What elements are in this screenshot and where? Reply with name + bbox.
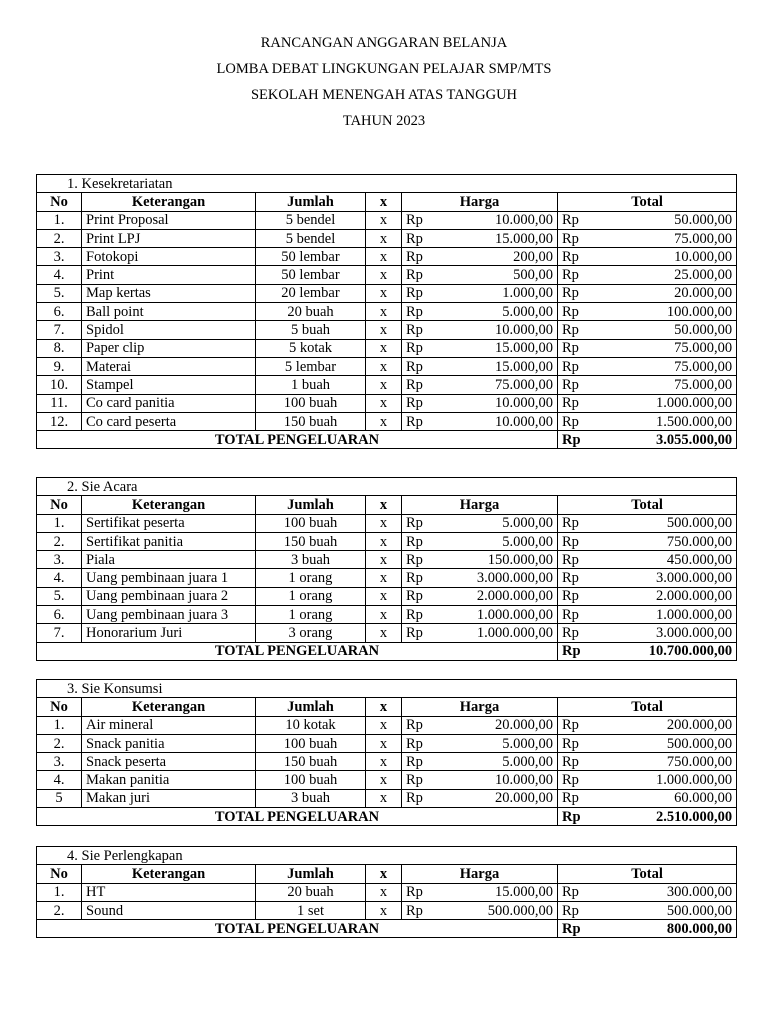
- row-harga-currency: Rp: [402, 587, 442, 605]
- row-no: 1.: [37, 211, 82, 229]
- row-harga: 5.000,00: [442, 303, 558, 321]
- row-total: 10.000,00: [598, 248, 737, 266]
- row-keterangan: Print: [82, 266, 256, 284]
- row-x: x: [366, 321, 402, 339]
- row-harga-currency: Rp: [402, 248, 442, 266]
- row-no: 2.: [37, 901, 82, 919]
- row-x: x: [366, 266, 402, 284]
- row-harga: 3.000.000,00: [442, 569, 558, 587]
- column-header-row: [37, 496, 737, 514]
- row-jumlah: 100 buah: [256, 514, 366, 532]
- row-total-currency: Rp: [558, 753, 598, 771]
- col-jumlah: Jumlah: [256, 496, 366, 514]
- row-x: x: [366, 901, 402, 919]
- row-jumlah: 1 orang: [256, 587, 366, 605]
- row-harga: 15.000,00: [442, 229, 558, 247]
- total-currency: Rp: [558, 642, 598, 660]
- section-title: 2. Sie Acara: [37, 478, 737, 496]
- row-jumlah: 50 lembar: [256, 266, 366, 284]
- grand-total: 3.055.000,00: [598, 431, 737, 449]
- col-total: Total: [558, 698, 737, 716]
- row-total-currency: Rp: [558, 303, 598, 321]
- row-harga: 1.000.000,00: [442, 624, 558, 642]
- row-total-currency: Rp: [558, 569, 598, 587]
- total-label: TOTAL PENGELUARAN: [37, 808, 558, 826]
- col-x: x: [366, 193, 402, 211]
- row-jumlah: 3 orang: [256, 624, 366, 642]
- col-jumlah: Jumlah: [256, 698, 366, 716]
- section-title: 1. Kesekretariatan: [37, 175, 737, 193]
- row-x: x: [366, 303, 402, 321]
- row-harga: 75.000,00: [442, 376, 558, 394]
- row-total: 500.000,00: [598, 514, 737, 532]
- row-keterangan: HT: [82, 883, 256, 901]
- section-title: 4. Sie Perlengkapan: [37, 847, 737, 865]
- row-harga: 200,00: [442, 248, 558, 266]
- table-row: [37, 569, 737, 587]
- col-keterangan: Keterangan: [82, 698, 256, 716]
- header-line-2: LOMBA DEBAT LINGKUNGAN PELAJAR SMP/MTS: [216, 61, 552, 77]
- row-total: 750.000,00: [598, 532, 737, 550]
- row-x: x: [366, 753, 402, 771]
- row-keterangan: Spidol: [82, 321, 256, 339]
- row-x: x: [366, 587, 402, 605]
- row-keterangan: Sertifikat panitia: [82, 532, 256, 550]
- table-row: [37, 394, 737, 412]
- row-jumlah: 5 bendel: [256, 211, 366, 229]
- row-no: 4.: [37, 771, 82, 789]
- row-harga-currency: Rp: [402, 229, 442, 247]
- row-total-currency: Rp: [558, 551, 598, 569]
- col-x: x: [366, 496, 402, 514]
- row-harga-currency: Rp: [402, 394, 442, 412]
- row-harga: 2.000.000,00: [442, 587, 558, 605]
- row-total: 1.000.000,00: [598, 394, 737, 412]
- row-jumlah: 20 buah: [256, 303, 366, 321]
- row-total-currency: Rp: [558, 321, 598, 339]
- row-no: 2.: [37, 734, 82, 752]
- budget-table: [36, 174, 737, 449]
- row-total: 2.000.000,00: [598, 587, 737, 605]
- row-keterangan: Fotokopi: [82, 248, 256, 266]
- row-x: x: [366, 716, 402, 734]
- row-total: 500.000,00: [598, 901, 737, 919]
- row-x: x: [366, 883, 402, 901]
- col-harga: Harga: [402, 193, 558, 211]
- table-row: [37, 624, 737, 642]
- row-harga-currency: Rp: [402, 789, 442, 807]
- row-harga: 1.000,00: [442, 284, 558, 302]
- table-row: [37, 901, 737, 919]
- row-total-currency: Rp: [558, 883, 598, 901]
- row-harga: 15.000,00: [442, 883, 558, 901]
- row-no: 3.: [37, 753, 82, 771]
- grand-total: 2.510.000,00: [598, 808, 737, 826]
- col-x: x: [366, 865, 402, 883]
- row-jumlah: 100 buah: [256, 394, 366, 412]
- budget-table: [36, 679, 737, 826]
- table-row: [37, 284, 737, 302]
- section-title: 3. Sie Konsumsi: [37, 680, 737, 698]
- row-no: 6.: [37, 606, 82, 624]
- row-total: 500.000,00: [598, 734, 737, 752]
- row-no: 5.: [37, 587, 82, 605]
- row-harga-currency: Rp: [402, 569, 442, 587]
- grand-total: 800.000,00: [598, 920, 737, 938]
- row-keterangan: Ball point: [82, 303, 256, 321]
- col-total: Total: [558, 496, 737, 514]
- table-row: [37, 883, 737, 901]
- row-harga-currency: Rp: [402, 606, 442, 624]
- row-jumlah: 1 buah: [256, 376, 366, 394]
- row-harga-currency: Rp: [402, 734, 442, 752]
- row-x: x: [366, 551, 402, 569]
- row-total: 1.000.000,00: [598, 771, 737, 789]
- row-no: 1.: [37, 514, 82, 532]
- row-total: 50.000,00: [598, 321, 737, 339]
- row-total: 450.000,00: [598, 551, 737, 569]
- budget-section: [36, 174, 736, 449]
- row-x: x: [366, 394, 402, 412]
- row-no: 6.: [37, 303, 82, 321]
- table-row: [37, 716, 737, 734]
- column-header-row: [37, 698, 737, 716]
- table-row: [37, 339, 737, 357]
- col-no: No: [37, 865, 82, 883]
- row-total-currency: Rp: [558, 376, 598, 394]
- row-total: 200.000,00: [598, 716, 737, 734]
- row-total: 100.000,00: [598, 303, 737, 321]
- col-keterangan: Keterangan: [82, 193, 256, 211]
- row-total-currency: Rp: [558, 606, 598, 624]
- row-no: 4.: [37, 266, 82, 284]
- row-harga-currency: Rp: [402, 211, 442, 229]
- col-no: No: [37, 698, 82, 716]
- row-harga-currency: Rp: [402, 321, 442, 339]
- row-keterangan: Snack peserta: [82, 753, 256, 771]
- row-harga-currency: Rp: [402, 376, 442, 394]
- row-no: 7.: [37, 624, 82, 642]
- row-total: 50.000,00: [598, 211, 737, 229]
- row-harga: 5.000,00: [442, 532, 558, 550]
- row-keterangan: Uang pembinaan juara 2: [82, 587, 256, 605]
- row-harga: 10.000,00: [442, 394, 558, 412]
- table-row: [37, 376, 737, 394]
- table-row: [37, 514, 737, 532]
- row-no: 5.: [37, 284, 82, 302]
- row-x: x: [366, 514, 402, 532]
- row-jumlah: 3 buah: [256, 551, 366, 569]
- row-jumlah: 5 buah: [256, 321, 366, 339]
- row-x: x: [366, 624, 402, 642]
- row-total-currency: Rp: [558, 532, 598, 550]
- row-keterangan: Co card peserta: [82, 412, 256, 430]
- row-total-currency: Rp: [558, 266, 598, 284]
- row-x: x: [366, 284, 402, 302]
- row-keterangan: Paper clip: [82, 339, 256, 357]
- table-row: [37, 303, 737, 321]
- row-harga-currency: Rp: [402, 551, 442, 569]
- row-jumlah: 1 orang: [256, 569, 366, 587]
- row-keterangan: Sertifikat peserta: [82, 514, 256, 532]
- row-total: 75.000,00: [598, 229, 737, 247]
- col-total: Total: [558, 865, 737, 883]
- total-currency: Rp: [558, 920, 598, 938]
- row-no: 8.: [37, 339, 82, 357]
- table-row: [37, 357, 737, 375]
- col-keterangan: Keterangan: [82, 865, 256, 883]
- budget-section: [36, 679, 736, 826]
- row-total: 750.000,00: [598, 753, 737, 771]
- budget-table: [36, 846, 737, 938]
- row-harga-currency: Rp: [402, 624, 442, 642]
- row-jumlah: 150 buah: [256, 532, 366, 550]
- total-row: [37, 920, 737, 938]
- row-harga-currency: Rp: [402, 303, 442, 321]
- header-line-1: RANCANGAN ANGGARAN BELANJA: [260, 35, 508, 51]
- col-harga: Harga: [402, 496, 558, 514]
- row-harga-currency: Rp: [402, 412, 442, 430]
- row-total-currency: Rp: [558, 357, 598, 375]
- row-jumlah: 1 orang: [256, 606, 366, 624]
- row-harga-currency: Rp: [402, 716, 442, 734]
- row-total: 25.000,00: [598, 266, 737, 284]
- table-row: [37, 587, 737, 605]
- row-x: x: [366, 211, 402, 229]
- row-keterangan: Uang pembinaan juara 3: [82, 606, 256, 624]
- row-harga: 10.000,00: [442, 771, 558, 789]
- col-no: No: [37, 193, 82, 211]
- row-total-currency: Rp: [558, 514, 598, 532]
- row-harga-currency: Rp: [402, 753, 442, 771]
- row-keterangan: Materai: [82, 357, 256, 375]
- total-row: [37, 642, 737, 660]
- row-jumlah: 50 lembar: [256, 248, 366, 266]
- row-harga-currency: Rp: [402, 771, 442, 789]
- row-harga: 10.000,00: [442, 321, 558, 339]
- budget-section: [36, 846, 736, 938]
- row-keterangan: Makan panitia: [82, 771, 256, 789]
- table-row: [37, 532, 737, 550]
- total-label: TOTAL PENGELUARAN: [37, 431, 558, 449]
- row-jumlah: 100 buah: [256, 771, 366, 789]
- table-row: [37, 266, 737, 284]
- total-row: [37, 808, 737, 826]
- row-keterangan: Print LPJ: [82, 229, 256, 247]
- header-line-3: SEKOLAH MENENGAH ATAS TANGGUH: [250, 87, 518, 103]
- col-keterangan: Keterangan: [82, 496, 256, 514]
- row-total-currency: Rp: [558, 716, 598, 734]
- col-x: x: [366, 698, 402, 716]
- row-total-currency: Rp: [558, 734, 598, 752]
- total-currency: Rp: [558, 431, 598, 449]
- row-harga: 5.000,00: [442, 514, 558, 532]
- row-no: 1.: [37, 883, 82, 901]
- row-total-currency: Rp: [558, 624, 598, 642]
- row-harga: 10.000,00: [442, 412, 558, 430]
- row-jumlah: 3 buah: [256, 789, 366, 807]
- total-label: TOTAL PENGELUARAN: [37, 920, 558, 938]
- row-total-currency: Rp: [558, 211, 598, 229]
- row-total: 3.000.000,00: [598, 569, 737, 587]
- row-harga: 15.000,00: [442, 339, 558, 357]
- row-total: 3.000.000,00: [598, 624, 737, 642]
- row-x: x: [366, 789, 402, 807]
- row-jumlah: 150 buah: [256, 412, 366, 430]
- table-row: [37, 606, 737, 624]
- row-keterangan: Sound: [82, 901, 256, 919]
- table-row: [37, 551, 737, 569]
- row-total-currency: Rp: [558, 248, 598, 266]
- row-total-currency: Rp: [558, 412, 598, 430]
- row-harga: 15.000,00: [442, 357, 558, 375]
- row-no: 10.: [37, 376, 82, 394]
- row-total: 20.000,00: [598, 284, 737, 302]
- row-total-currency: Rp: [558, 394, 598, 412]
- table-row: [37, 753, 737, 771]
- row-harga: 5.000,00: [442, 734, 558, 752]
- total-currency: Rp: [558, 808, 598, 826]
- row-no: 9.: [37, 357, 82, 375]
- row-x: x: [366, 606, 402, 624]
- row-keterangan: Map kertas: [82, 284, 256, 302]
- row-x: x: [366, 357, 402, 375]
- row-x: x: [366, 734, 402, 752]
- total-label: TOTAL PENGELUARAN: [37, 642, 558, 660]
- row-keterangan: Stampel: [82, 376, 256, 394]
- row-total-currency: Rp: [558, 339, 598, 357]
- row-no: 5: [37, 789, 82, 807]
- row-harga-currency: Rp: [402, 883, 442, 901]
- row-x: x: [366, 771, 402, 789]
- row-keterangan: Piala: [82, 551, 256, 569]
- row-total-currency: Rp: [558, 587, 598, 605]
- row-x: x: [366, 569, 402, 587]
- row-no: 11.: [37, 394, 82, 412]
- row-harga: 10.000,00: [442, 211, 558, 229]
- row-x: x: [366, 339, 402, 357]
- row-harga-currency: Rp: [402, 514, 442, 532]
- table-row: [37, 211, 737, 229]
- row-total-currency: Rp: [558, 789, 598, 807]
- table-row: [37, 321, 737, 339]
- col-harga: Harga: [402, 698, 558, 716]
- row-total: 1.000.000,00: [598, 606, 737, 624]
- row-keterangan: Makan juri: [82, 789, 256, 807]
- row-harga: 500,00: [442, 266, 558, 284]
- col-jumlah: Jumlah: [256, 865, 366, 883]
- row-harga: 500.000,00: [442, 901, 558, 919]
- row-harga: 20.000,00: [442, 716, 558, 734]
- table-row: [37, 771, 737, 789]
- row-harga: 1.000.000,00: [442, 606, 558, 624]
- row-no: 1.: [37, 716, 82, 734]
- row-harga-currency: Rp: [402, 266, 442, 284]
- col-total: Total: [558, 193, 737, 211]
- table-row: [37, 734, 737, 752]
- row-x: x: [366, 248, 402, 266]
- row-jumlah: 10 kotak: [256, 716, 366, 734]
- row-jumlah: 1 set: [256, 901, 366, 919]
- row-no: 7.: [37, 321, 82, 339]
- row-x: x: [366, 376, 402, 394]
- row-no: 2.: [37, 532, 82, 550]
- row-x: x: [366, 532, 402, 550]
- table-row: [37, 248, 737, 266]
- row-jumlah: 5 kotak: [256, 339, 366, 357]
- row-jumlah: 20 lembar: [256, 284, 366, 302]
- table-row: [37, 789, 737, 807]
- table-row: [37, 412, 737, 430]
- row-keterangan: Honorarium Juri: [82, 624, 256, 642]
- row-total-currency: Rp: [558, 284, 598, 302]
- total-row: [37, 431, 737, 449]
- row-total-currency: Rp: [558, 771, 598, 789]
- row-keterangan: Uang pembinaan juara 1: [82, 569, 256, 587]
- row-total: 75.000,00: [598, 357, 737, 375]
- col-no: No: [37, 496, 82, 514]
- row-x: x: [366, 229, 402, 247]
- row-total: 75.000,00: [598, 376, 737, 394]
- row-no: 2.: [37, 229, 82, 247]
- row-no: 4.: [37, 569, 82, 587]
- col-jumlah: Jumlah: [256, 193, 366, 211]
- row-keterangan: Co card panitia: [82, 394, 256, 412]
- row-jumlah: 5 lembar: [256, 357, 366, 375]
- row-keterangan: Air mineral: [82, 716, 256, 734]
- header-line-4: TAHUN 2023: [342, 113, 426, 129]
- row-total: 1.500.000,00: [598, 412, 737, 430]
- row-total-currency: Rp: [558, 229, 598, 247]
- row-no: 12.: [37, 412, 82, 430]
- row-harga-currency: Rp: [402, 357, 442, 375]
- row-harga-currency: Rp: [402, 532, 442, 550]
- row-total: 60.000,00: [598, 789, 737, 807]
- grand-total: 10.700.000,00: [598, 642, 737, 660]
- row-harga: 150.000,00: [442, 551, 558, 569]
- row-no: 3.: [37, 551, 82, 569]
- row-harga-currency: Rp: [402, 284, 442, 302]
- budget-section: [36, 477, 736, 661]
- table-row: [37, 229, 737, 247]
- row-keterangan: Print Proposal: [82, 211, 256, 229]
- row-no: 3.: [37, 248, 82, 266]
- row-harga: 5.000,00: [442, 753, 558, 771]
- row-harga-currency: Rp: [402, 901, 442, 919]
- row-total: 300.000,00: [598, 883, 737, 901]
- row-jumlah: 100 buah: [256, 734, 366, 752]
- document-header: [0, 33, 768, 137]
- budget-table: [36, 477, 737, 661]
- row-harga-currency: Rp: [402, 339, 442, 357]
- row-total: 75.000,00: [598, 339, 737, 357]
- column-header-row: [37, 193, 737, 211]
- row-x: x: [366, 412, 402, 430]
- row-jumlah: 5 bendel: [256, 229, 366, 247]
- col-harga: Harga: [402, 865, 558, 883]
- row-total-currency: Rp: [558, 901, 598, 919]
- row-jumlah: 20 buah: [256, 883, 366, 901]
- row-harga: 20.000,00: [442, 789, 558, 807]
- row-keterangan: Snack panitia: [82, 734, 256, 752]
- column-header-row: [37, 865, 737, 883]
- row-jumlah: 150 buah: [256, 753, 366, 771]
